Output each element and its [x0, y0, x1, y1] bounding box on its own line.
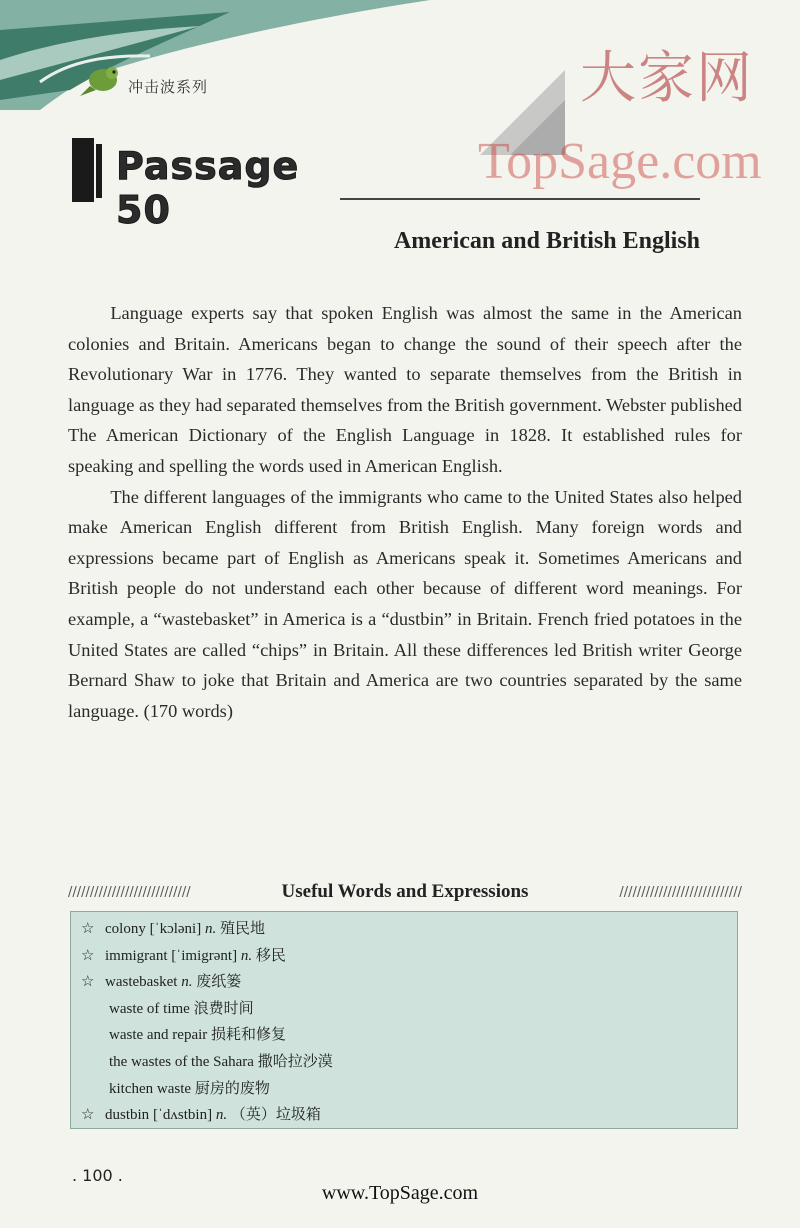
- vocab-item: kitchen waste 厨房的废物: [109, 1080, 270, 1097]
- passage-bar-thin: [96, 144, 102, 198]
- watermark-cn: 大家网: [580, 46, 754, 111]
- footer-url: www.TopSage.com: [321, 1182, 479, 1204]
- slash-divider-left: ////////////////////////////: [68, 884, 191, 900]
- vocab-item: ☆ colony [ˈkɔləni] n. 殖民地: [81, 916, 727, 943]
- passage-heading: [72, 138, 342, 232]
- heading-rule: [340, 198, 700, 200]
- vocab-item: ☆ dustbin [ˈdʌstbin] n. （英）垃圾箱: [81, 1102, 727, 1129]
- page-number: . 100 .: [72, 1166, 123, 1185]
- vocab-item: waste and repair 损耗和修复: [109, 1027, 287, 1044]
- article-title: American and British English: [393, 228, 700, 254]
- passage-bar: [72, 138, 94, 202]
- star-icon: ☆: [81, 974, 95, 991]
- vocab-header: [68, 879, 742, 905]
- vocab-item: waste of time 浪费时间: [109, 1000, 254, 1017]
- slash-divider-right: ////////////////////////////: [619, 884, 742, 900]
- vocab-item: the wastes of the Sahara 撒哈拉沙漠: [109, 1053, 333, 1070]
- paragraph-1: Language experts say that spoken English was almost the same in the American colonies and Britain. Americans began to change the sound of their speech after the Revolutionary War in 1776. They wanted to separate themselves from the British in language as they had separated themselves from the British government. Webster published The American Dictionary of the English Language in 1828. It established rules for speaking and spelling the words used in American English.: [68, 303, 742, 476]
- watermark-en: TopSage.com: [478, 133, 762, 190]
- star-icon: ☆: [81, 1107, 95, 1124]
- article-body: [68, 298, 742, 726]
- vocab-item: ☆ wastebasket n. 废纸篓: [81, 969, 727, 996]
- vocab-title: Useful Words and Expressions: [281, 881, 529, 902]
- series-label: 冲击波系列: [128, 78, 209, 96]
- star-icon: ☆: [81, 921, 95, 937]
- star-icon: ☆: [81, 947, 95, 964]
- paragraph-2: The different languages of the immigrants who came to the United States also helped make American English different from British English. Many foreign words and expressions became part of English as Americans speak it. Sometimes Americans and British people do not understand each other because of different word meanings. For example, a “wastebasket” in America is a “dustbin” in Britain. French fried potatoes in the United States are called “chips” in Britain. All these differences led British writer George Bernard Shaw to joke that Britain and America are two countries separated by the same language. (170 words): [68, 486, 742, 721]
- vocab-item: ☆ immigrant [ˈimigrənt] n. 移民: [81, 943, 727, 970]
- passage-number: Passage 50: [116, 144, 300, 232]
- vocab-box: [70, 911, 738, 1129]
